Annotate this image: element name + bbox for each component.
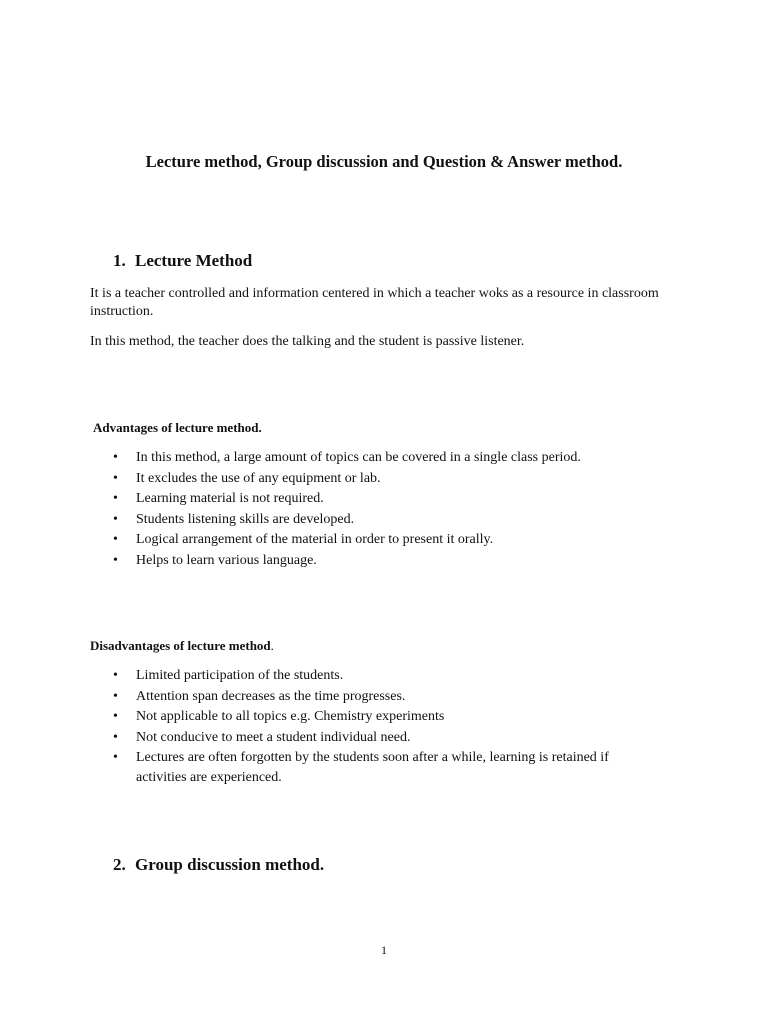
advantages-heading: Advantages of lecture method. <box>93 420 262 435</box>
page-title: Lecture method, Group discussion and Question & Answer method. <box>145 152 623 171</box>
list-item: • Limited participation of the students. <box>113 666 653 687</box>
advantages-list <box>113 448 653 571</box>
list-item: • Helps to learn various language. <box>113 551 653 572</box>
bullet-icon: • <box>113 750 118 765</box>
section-heading-group-discussion <box>113 855 324 875</box>
bullet-icon: • <box>113 450 118 465</box>
list-item: • Logical arrangement of the material in order to present it orally. <box>113 530 653 551</box>
bullet-icon: • <box>113 709 118 724</box>
list-item: • Lectures are often forgotten by the students soon after a while, learning is retained if activities are experienced. <box>113 750 609 785</box>
paragraph-definition: It is a teacher controlled and information centered in which a teacher woks as a resource in classroom instruction. <box>90 286 659 319</box>
list-item: • Not applicable to all topics e.g. Chemistry experiments <box>113 707 653 728</box>
disadvantages-heading <box>90 638 274 654</box>
list-item: • Attention span decreases as the time progresses. <box>113 687 653 708</box>
disadvantages-list <box>113 666 653 788</box>
section-heading-lecture-method <box>113 251 252 271</box>
bullet-icon: • <box>113 470 118 486</box>
list-item: • It excludes the use of any equipment or lab. <box>113 469 653 490</box>
list-item: • Learning material is not required. <box>113 489 653 510</box>
section-heading-text: Group discussion method. <box>135 855 325 874</box>
paragraph-passive-listener: In this method, the teacher does the talking and the student is passive listener. <box>90 334 525 349</box>
bullet-icon: • <box>113 511 118 527</box>
bullet-icon: • <box>113 668 118 683</box>
list-item: • In this method, a large amount of topics can be covered in a single class period. <box>113 448 653 469</box>
disadvantages-heading-period: . <box>270 638 274 653</box>
bullet-icon: • <box>113 532 118 547</box>
bullet-icon: • <box>113 688 118 704</box>
bullet-icon: • <box>113 729 118 745</box>
bullet-icon: • <box>113 552 118 568</box>
section-number: 2. <box>113 855 126 874</box>
bullet-icon: • <box>113 491 118 506</box>
section-heading-text: Lecture Method <box>135 251 253 270</box>
section-number: 1. <box>113 251 126 270</box>
list-item: • Not conducive to meet a student individual need. <box>113 728 653 749</box>
page-number: 1 <box>381 943 387 957</box>
list-item: • Students listening skills are developed. <box>113 510 653 531</box>
disadvantages-heading-text: Disadvantages of lecture method <box>90 638 271 653</box>
